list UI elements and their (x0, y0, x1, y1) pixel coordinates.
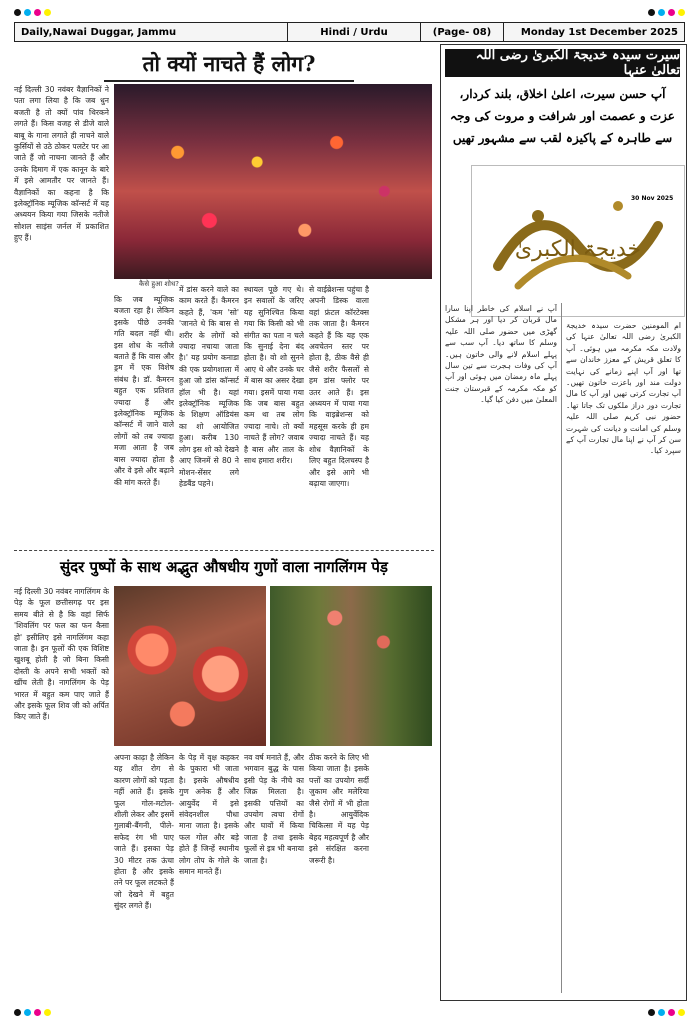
urdu-article-subtitle: آپ حسن سیرت، اعلیٰ اخلاق، بلند کردار، عزت و عصمت اور شرافت و مروت کی وجہ سے طاہرہ کے پاکیزہ لقب سے مشہور تھیں (450, 87, 675, 145)
registration-dot (44, 1009, 51, 1016)
urdu-column-right: ام المومنین حضرت سیدہ خدیجۃ الکبریٰ رضی اللہ تعالیٰ عنہا کی ولادت مکہ مکرمہ میں ہوئی۔ آپ کا تعلق قریش کے معزز خاندان سے تھا اور آپ اپنے زمانے کی نہایت دولت مند اور باعزت خاتون تھیں۔ آپ تجارت کرتی تھیں اور آپ کا مال تجارت دور دراز ملکوں تک جاتا تھا۔ حضور نبی کریم صلی اللہ علیہ وسلم کی امانت و دیانت کی شہرت سن کر آپ نے اپنا مال تجارت آپ کے سپرد کیا۔ (566, 321, 681, 456)
hindi-section (14, 44, 434, 999)
article1-caption: कैसे हुआ शोध? (138, 280, 180, 288)
color-registration-strip-bottom (14, 1006, 685, 1018)
article1-column-1: नई दिल्ली 30 नवंबर वैज्ञानिकों ने पता लगा लिया है कि जब धुन बजती है तो क्यों पांव थिरकने लगते हैं। किस वजह से डीजे वाले बाबू के गाना लगाते ही नाचने वाले कुर्सियों से उठे ठोकर पलटेर पर आ जाते हैं जो नाचना जानते हैं और उनके दिमाग में एक कानून के बारे में इसे आमतौर पर जानते हैं। वैज्ञानिकों का कहना है कि इलेक्ट्रॉनिक म्यूजिक कॉन्सर्ट में यह अध्ययन किया गया जिसके नतीजे सोशल साइंस जर्नल में प्रकाशित हुए हैं। (14, 85, 109, 243)
art-date: 30 Nov 2025 (631, 195, 674, 202)
article1-column-3: में डांस करने वाले का काम करते हैं। कैमरन कहते हैं, 'कम 'सो' 'जानते थे कि बास से शरीर के लोगों को ज्यादा नचाया जाता है।' यह प्रयोग कनाडा की एक प्रयोगशाला में हुआ जो डांस कॉन्सर्ट हॉल भी है। यहां इलेक्ट्रॉनिक म्यूजिक के शिक्षण ऑडियंस का शो आयोजित हुआ। करीब 130 लोग इस शो को देखने आए जिनमें से 80 ने मोशन-सेंसर लगे हेडबैंड पहने। (179, 285, 239, 488)
article1-headline: तो क्यों नाचते हैं लोग? (104, 50, 354, 82)
registration-dot (24, 1009, 31, 1016)
urdu-column-divider (561, 303, 562, 993)
registration-dot (14, 9, 21, 16)
nagalingam-tree-photo (270, 586, 432, 746)
article2-column-4: नव वर्ष मनाते हैं, और भगवान बुद्ध के पास इसी पेड़ के नीचे का जिक्र मिलता है। इसकी पत्तियों का उपयोग त्वचा रोगों और घावों में किया जाता है तथा इसके फूलों से इत्र भी बनाया जाता है। (244, 753, 304, 865)
urdu-article-title: سیرت سیدہ خدیجۃ الکبریٰ رضی اللہ تعالیٰ عنہا (445, 49, 680, 77)
registration-dot (668, 9, 675, 16)
registration-dot (678, 9, 685, 16)
color-dots-left (14, 9, 51, 16)
languages: Hindi / Urdu (287, 23, 421, 41)
article1-column-2: कि जब म्यूजिक बजता रहा है। लेकिन इसके पीछे उनकी गति बदल नहीं थी। इस शोध के नतीजे बताते हैं कि वास और ड्रम में एक विशेष संबंध है। डॉ. कैमरन बहुत एक प्रतिशत ज्यादा हैं और इलेक्ट्रॉनिक म्यूजिक कॉन्सर्ट में जाने वाले लोगों को तब ज्यादा मजा आता है जब बास ज्यादा होता है और वे इसे और बढ़ाने की मांग करते हैं। (114, 295, 174, 487)
registration-dot (34, 9, 41, 16)
article2-column-2: अपना काढ़ा है लेकिन यह शीत रोग से कारण लोगों को पड़ता नहीं आते हैं। इसके फूल गोल-मटोल-शीली लेकर और इसमें गुलाबी-बैंगनी, पीले-सफेद रंग भी पाए जाते हैं। इसका पेड़ 30 मीटर तक ऊंचा होता है और इसके तने पर फूल लटकते हैं जो देखने में बहुत सुंदर लगते हैं। (114, 753, 174, 911)
registration-dot (668, 1009, 675, 1016)
article2-column-1: नई दिल्ली 30 नवंबर नागलिंगम के पेड़ के फूल छत्तीसगढ़ पर इस समय बीते से है कि वहां सिर्फ 'शिवलिंग पर फल का फन कैसा हो' इसीलिए इसे नागलिंगम कहा जाता है। इन फूलों की एक विशिष्ट खुशबू होती है जो बिना किसी दोस्ती के अपने सभी भक्तों को खींच लेती है। नागलिंगम के पेड़ भारत में बहुत कम पाए जाते हैं और इसके फूल शिव जी को अर्पित किए जाते हैं। (14, 587, 109, 722)
dance-crowd-photo (114, 84, 432, 279)
article2-column-5: ठीक करने के लिए भी किया जाता है। इसके पत्तों का उपयोग सर्दी जुकाम और मलेरिया जैसे रोगों में भी होता है। आयुर्वेदिक चिकित्सा में यह पेड़ बेहद महत्वपूर्ण है और इसे संरक्षित करना जरूरी है। (309, 753, 369, 865)
registration-dot (34, 1009, 41, 1016)
paper-name: Daily,Nawai Duggar, Jammu (21, 26, 177, 38)
section-divider (14, 550, 434, 551)
article2-column-3: के पेड़ में वृक्ष कहकर के पुकारा भी जाता है। इसके औषधीय गुण अनेक हैं और आयुर्वेद में इसे संवेदनशील पौधा माना जाता है। इसके फल गोल और बड़े होते हैं जिन्हें स्थानीय लोग तोप के गोले के समान मानते हैं। (179, 753, 239, 877)
color-dots-right (648, 9, 685, 16)
article2-headline: सुंदर पुष्पों के साथ अद्भुत औषधीय गुणों वाला नागलिंगम पेड़ (60, 558, 388, 576)
registration-dot (648, 9, 655, 16)
registration-dot (14, 1009, 21, 1016)
article1-column-5: से वाईब्रेशन्स पहुंचा है अपनी डिस्क वाला वहां फ्रंटल कॉरटेक्स तक जाता है। कैमरन कहते हैं कि यह एक अवचेतन स्तर पर होता है, ठीक वैसे ही जैसे शरीर फैसलों से हम डांस फ्लोर पर उतर आते हैं। इस अध्ययन में पाया गया कि वाइब्रेशन्स को महसूस करके ही हम ज्यादा नाचते हैं। यह शोध वैज्ञानिकों के लिए बहुत दिलचस्प है और इसे आगे भी बढ़ाया जाएगा। (309, 285, 369, 488)
registration-dot (44, 9, 51, 16)
color-dots-left (14, 1009, 51, 1016)
color-registration-strip-top (14, 6, 685, 18)
registration-dot (658, 9, 665, 16)
registration-dot (678, 1009, 685, 1016)
page-number: (Page- 08) (432, 26, 492, 38)
urdu-column-left: آپ نے اسلام کی خاطر اپنا سارا مال قربان کر دیا اور ہر مشکل گھڑی میں حضور صلی اللہ علیہ وسلم کا ساتھ دیا۔ آپ سب سے پہلے اسلام لانے والی خاتون ہیں۔ آپ کی وفات ہجرت سے تین سال پہلے ماہ رمضان میں ہوئی اور آپ کو مکہ مکرمہ کے قبرستان جنت المعلیٰ میں دفن کیا گیا۔ (445, 304, 557, 405)
article1-column-4: स्थायल पूछे गए थे। इन सवालों के जरिए यह सुनिश्चित किया गया कि किसी को भी संगीत का पता न चले कि सुनाई देना बंद होता है। वो शो सुनने आए थे और उनके घर में बास का असर देखा गया। इसमें पाया गया कि जब बास बहुत कम था तब लोग ज्यादा नाचे। तो क्यों नाचते हैं लोग? जवाब है बास और ताल के साथ हमारा शरीर। (244, 285, 304, 466)
registration-dot (648, 1009, 655, 1016)
art-label: خدیجۃ الکبریٰ (514, 237, 642, 262)
color-dots-right (648, 1009, 685, 1016)
nagalingam-flower-photo (114, 586, 266, 746)
page-header (14, 22, 685, 42)
registration-dot (24, 9, 31, 16)
calligraphy-artwork (471, 165, 685, 317)
urdu-section (440, 44, 687, 1001)
registration-dot (658, 1009, 665, 1016)
issue-date: Monday 1st December 2025 (503, 23, 684, 41)
